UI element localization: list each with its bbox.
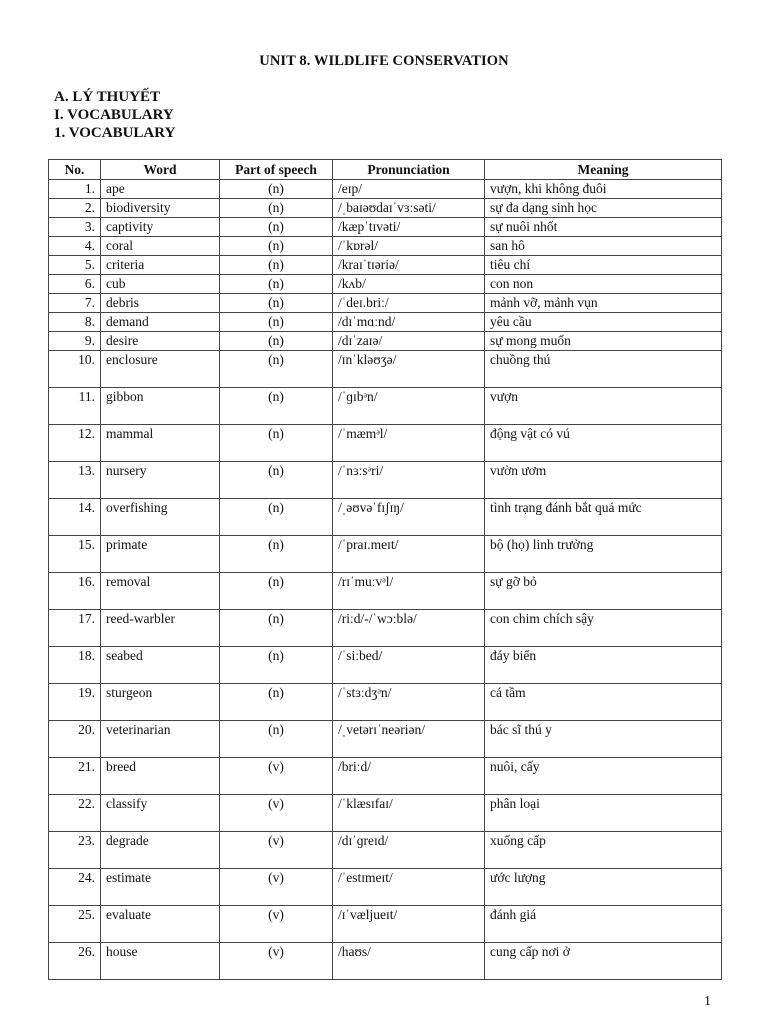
table-row	[49, 943, 722, 980]
table-row	[49, 275, 722, 294]
table-row	[49, 869, 722, 906]
row-part-of-speech: (n)	[220, 218, 333, 237]
row-pronunciation: /ˈstɜːdʒᵊn/	[333, 684, 485, 721]
row-meaning: bác sĩ thú y	[485, 721, 722, 758]
row-word: coral	[101, 237, 220, 256]
row-meaning: san hô	[485, 237, 722, 256]
subsection-heading-vocabulary: 1. VOCABULARY	[54, 125, 176, 141]
row-number: 20.	[49, 721, 101, 758]
table-row	[49, 388, 722, 425]
table-row	[49, 647, 722, 684]
row-number: 9.	[49, 332, 101, 351]
row-part-of-speech: (n)	[220, 721, 333, 758]
row-number: 22.	[49, 795, 101, 832]
row-number: 14.	[49, 499, 101, 536]
row-part-of-speech: (n)	[220, 180, 333, 199]
row-part-of-speech: (n)	[220, 313, 333, 332]
row-meaning: chuồng thú	[485, 351, 722, 388]
row-pronunciation: /ˈkɒrəl/	[333, 237, 485, 256]
table-row	[49, 199, 722, 218]
row-pronunciation: /dɪˈɡreɪd/	[333, 832, 485, 869]
row-pronunciation: /ɪˈvæljueɪt/	[333, 906, 485, 943]
row-meaning: mảnh vỡ, mảnh vụn	[485, 294, 722, 313]
column-header-pronunciation: Pronunciation	[333, 160, 485, 180]
row-pronunciation: /ˈpraɪ.meɪt/	[333, 536, 485, 573]
row-word: estimate	[101, 869, 220, 906]
row-number: 13.	[49, 462, 101, 499]
row-part-of-speech: (n)	[220, 237, 333, 256]
row-part-of-speech: (n)	[220, 294, 333, 313]
row-word: house	[101, 943, 220, 980]
row-number: 11.	[49, 388, 101, 425]
row-part-of-speech: (n)	[220, 536, 333, 573]
vocabulary-table	[48, 159, 722, 980]
row-number: 8.	[49, 313, 101, 332]
row-pronunciation: /eɪp/	[333, 180, 485, 199]
row-meaning: tiêu chí	[485, 256, 722, 275]
table-row	[49, 425, 722, 462]
column-header-meaning: Meaning	[485, 160, 722, 180]
row-pronunciation: /dɪˈmɑːnd/	[333, 313, 485, 332]
row-word: mammal	[101, 425, 220, 462]
row-word: veterinarian	[101, 721, 220, 758]
row-number: 17.	[49, 610, 101, 647]
table-row	[49, 499, 722, 536]
row-number: 4.	[49, 237, 101, 256]
row-pronunciation: /ˌəʊvəˈfɪʃɪŋ/	[333, 499, 485, 536]
table-row	[49, 313, 722, 332]
table-row	[49, 573, 722, 610]
row-word: desire	[101, 332, 220, 351]
row-word: demand	[101, 313, 220, 332]
row-word: seabed	[101, 647, 220, 684]
row-part-of-speech: (n)	[220, 425, 333, 462]
table-row	[49, 684, 722, 721]
row-part-of-speech: (v)	[220, 906, 333, 943]
row-word: evaluate	[101, 906, 220, 943]
row-part-of-speech: (n)	[220, 256, 333, 275]
row-part-of-speech: (n)	[220, 388, 333, 425]
table-row	[49, 906, 722, 943]
row-part-of-speech: (n)	[220, 199, 333, 218]
row-word: primate	[101, 536, 220, 573]
row-meaning: tình trạng đánh bắt quá mức	[485, 499, 722, 536]
row-part-of-speech: (v)	[220, 795, 333, 832]
row-pronunciation: /ɪnˈkləʊʒə/	[333, 351, 485, 388]
row-pronunciation: /ˈsiːbed/	[333, 647, 485, 684]
row-part-of-speech: (v)	[220, 832, 333, 869]
row-meaning: sự đa dạng sinh học	[485, 199, 722, 218]
row-part-of-speech: (n)	[220, 610, 333, 647]
row-part-of-speech: (n)	[220, 573, 333, 610]
row-number: 26.	[49, 943, 101, 980]
row-pronunciation: /ˌbaɪəʊdaɪˈvɜːsəti/	[333, 199, 485, 218]
row-number: 21.	[49, 758, 101, 795]
row-pronunciation: /haʊs/	[333, 943, 485, 980]
row-meaning: vườn ươm	[485, 462, 722, 499]
table-row	[49, 795, 722, 832]
row-pronunciation: /dɪˈzaɪə/	[333, 332, 485, 351]
row-meaning: yêu cầu	[485, 313, 722, 332]
row-part-of-speech: (n)	[220, 647, 333, 684]
row-word: criteria	[101, 256, 220, 275]
row-pronunciation: /ˈdeɪ.briː/	[333, 294, 485, 313]
row-meaning: cá tầm	[485, 684, 722, 721]
row-part-of-speech: (n)	[220, 499, 333, 536]
row-word: cub	[101, 275, 220, 294]
column-header-part-of-speech: Part of speech	[220, 160, 333, 180]
row-word: captivity	[101, 218, 220, 237]
row-part-of-speech: (v)	[220, 943, 333, 980]
row-number: 25.	[49, 906, 101, 943]
table-row	[49, 758, 722, 795]
table-row	[49, 721, 722, 758]
row-meaning: ước lượng	[485, 869, 722, 906]
table-row	[49, 536, 722, 573]
row-pronunciation: /kraɪˈtɪəriə/	[333, 256, 485, 275]
row-part-of-speech: (v)	[220, 869, 333, 906]
row-part-of-speech: (v)	[220, 758, 333, 795]
row-number: 10.	[49, 351, 101, 388]
row-meaning: đáy biển	[485, 647, 722, 684]
table-row	[49, 332, 722, 351]
row-word: ape	[101, 180, 220, 199]
row-part-of-speech: (n)	[220, 462, 333, 499]
row-word: biodiversity	[101, 199, 220, 218]
section-heading-theory: A. LÝ THUYẾT	[54, 89, 160, 105]
row-part-of-speech: (n)	[220, 684, 333, 721]
row-number: 5.	[49, 256, 101, 275]
row-word: reed-warbler	[101, 610, 220, 647]
row-pronunciation: /ˈnɜːsᵊri/	[333, 462, 485, 499]
row-number: 3.	[49, 218, 101, 237]
row-meaning: sự gỡ bỏ	[485, 573, 722, 610]
row-pronunciation: /ˈestɪmeɪt/	[333, 869, 485, 906]
row-number: 12.	[49, 425, 101, 462]
row-pronunciation: /riːd/-/ˈwɔːblə/	[333, 610, 485, 647]
row-meaning: xuống cấp	[485, 832, 722, 869]
row-word: degrade	[101, 832, 220, 869]
row-meaning: vượn, khi không đuôi	[485, 180, 722, 199]
row-pronunciation: /briːd/	[333, 758, 485, 795]
table-row	[49, 610, 722, 647]
table-row	[49, 294, 722, 313]
table-row	[49, 832, 722, 869]
row-number: 23.	[49, 832, 101, 869]
row-number: 19.	[49, 684, 101, 721]
row-number: 2.	[49, 199, 101, 218]
row-word: removal	[101, 573, 220, 610]
column-header-word: Word	[101, 160, 220, 180]
row-word: gibbon	[101, 388, 220, 425]
row-pronunciation: /rɪˈmuːvᵊl/	[333, 573, 485, 610]
document-title: UNIT 8. WILDLIFE CONSERVATION	[259, 53, 509, 69]
table-row	[49, 180, 722, 199]
row-word: overfishing	[101, 499, 220, 536]
table-row	[49, 351, 722, 388]
table-row	[49, 462, 722, 499]
row-word: nursery	[101, 462, 220, 499]
row-meaning: sự mong muốn	[485, 332, 722, 351]
row-meaning: đánh giá	[485, 906, 722, 943]
section-heading-vocabulary: I. VOCABULARY	[54, 107, 174, 123]
table-row	[49, 237, 722, 256]
row-part-of-speech: (n)	[220, 332, 333, 351]
row-meaning: cung cấp nơi ở	[485, 943, 722, 980]
row-pronunciation: /ˈmæmᵊl/	[333, 425, 485, 462]
row-word: debris	[101, 294, 220, 313]
row-pronunciation: /ˈɡɪbᵊn/	[333, 388, 485, 425]
row-number: 1.	[49, 180, 101, 199]
row-part-of-speech: (n)	[220, 275, 333, 294]
row-word: sturgeon	[101, 684, 220, 721]
row-number: 16.	[49, 573, 101, 610]
row-word: breed	[101, 758, 220, 795]
table-row	[49, 256, 722, 275]
row-number: 6.	[49, 275, 101, 294]
row-number: 24.	[49, 869, 101, 906]
row-word: classify	[101, 795, 220, 832]
row-meaning: con chim chích sậy	[485, 610, 722, 647]
row-meaning: bộ (họ) linh trưởng	[485, 536, 722, 573]
row-pronunciation: /kʌb/	[333, 275, 485, 294]
row-number: 7.	[49, 294, 101, 313]
table-header-row	[49, 160, 722, 180]
row-meaning: vượn	[485, 388, 722, 425]
row-meaning: động vật có vú	[485, 425, 722, 462]
row-meaning: con non	[485, 275, 722, 294]
row-meaning: phân loại	[485, 795, 722, 832]
row-part-of-speech: (n)	[220, 351, 333, 388]
column-header-no: No.	[49, 160, 101, 180]
row-meaning: nuôi, cấy	[485, 758, 722, 795]
row-number: 18.	[49, 647, 101, 684]
row-meaning: sự nuôi nhốt	[485, 218, 722, 237]
row-word: enclosure	[101, 351, 220, 388]
row-pronunciation: /kæpˈtɪvəti/	[333, 218, 485, 237]
page-number: 1	[704, 994, 711, 1009]
table-row	[49, 218, 722, 237]
row-number: 15.	[49, 536, 101, 573]
row-pronunciation: /ˈklæsɪfaɪ/	[333, 795, 485, 832]
row-pronunciation: /ˌvetərɪˈneəriən/	[333, 721, 485, 758]
